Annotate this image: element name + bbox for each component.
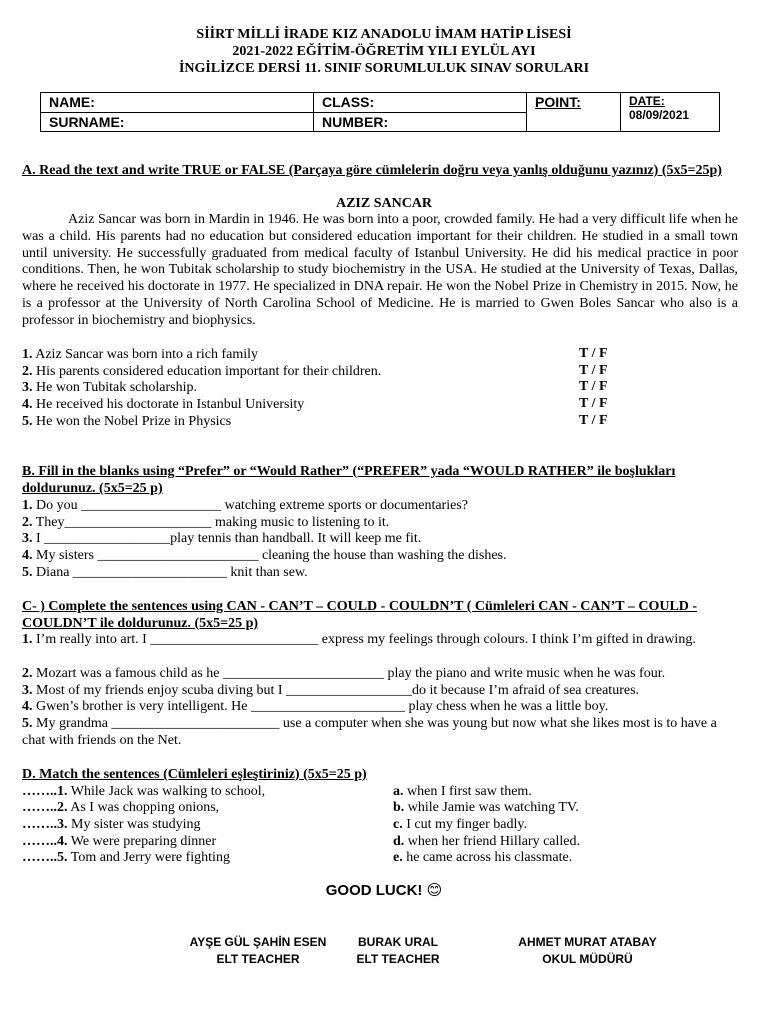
exam-title: İNGİLİZCE DERSİ 11. SINIF SORUMLULUK SINAV SORULARI xyxy=(178,61,590,76)
reading-passage: Aziz Sancar was born in Mardin in 1946. He was born into a poor, crowded family. He had a very difficult life when he was a child. His parents had no education but considered education important for their children. He studied in a small town until university. He successfully graduated from medical faculty of Istanbul University. He did his medical practice in poor conditions. Then, he won Tubitak scholarship to study biochemistry in the USA. He studied at the University of Texas, Dallas, where he received his doctorate in 1977. He specialized in DNA repair. He won the Nobel Prize in Chemistry in 2015. Now, he is a professor at the University of North Carolina School of Medicine. He is married to Gwen Boles Sancar who also is a professor in biochemistry and biophysics. xyxy=(22,212,738,328)
list-item: 1. Aziz Sancar was born into a rich family xyxy=(22,347,258,362)
good-luck-message: GOOD LUCK! 😊 xyxy=(325,882,443,899)
class-label: CLASS: xyxy=(322,94,375,110)
surname-cell[interactable] xyxy=(40,112,314,132)
true-false-option[interactable]: T / F xyxy=(579,413,608,428)
signature-block xyxy=(178,934,338,968)
name-cell[interactable] xyxy=(40,92,314,113)
list-item[interactable]: 4. My sisters _______________________ cleaning the house than washing the dishes. xyxy=(22,548,507,563)
section-a-heading: A. Read the text and write TRUE or FALSE (Parçaya göre cümlelerin doğru veya yanlış olduğunu yazınız) (5x5=25p) xyxy=(22,163,722,178)
section-d-heading: D. Match the sentences (Cümleleri eşleştiriniz) (5x5=25 p) xyxy=(22,767,367,782)
list-item: 5. He won the Nobel Prize in Physics xyxy=(22,414,232,429)
list-item[interactable]: ……..4. We were preparing dinner xyxy=(22,834,217,849)
class-cell[interactable] xyxy=(313,92,527,113)
list-item[interactable]: 2. Mozart was a famous child as he _______________________ play the piano and write music when he was four. xyxy=(22,666,666,681)
list-item[interactable]: 3. I __________________play tennis than handball. It will keep me fit. xyxy=(22,531,422,546)
date-label: DATE: xyxy=(629,94,665,108)
list-item[interactable]: 2. They_____________________ making music to listening to it. xyxy=(22,515,390,530)
signer-name: BURAK URAL xyxy=(358,935,438,949)
list-item: a. when I first saw them. xyxy=(393,784,532,799)
surname-label: SURNAME: xyxy=(49,114,125,130)
list-item: d. when her friend Hillary called. xyxy=(393,834,581,849)
list-item: b. while Jamie was watching TV. xyxy=(393,800,579,815)
signature-block xyxy=(500,934,675,968)
date-value: 08/09/2021 xyxy=(629,108,690,122)
number-cell[interactable] xyxy=(313,112,527,132)
signature-block xyxy=(338,934,458,968)
list-item[interactable]: ……..5. Tom and Jerry were fighting xyxy=(22,850,230,865)
list-item[interactable]: ……..1. While Jack was walking to school, xyxy=(22,784,266,799)
list-item[interactable]: 4. Gwen’s brother is very intelligent. He ______________________ play chess when he was a little boy. xyxy=(22,699,609,714)
list-item: 2. His parents considered education important for their children. xyxy=(22,364,382,379)
true-false-option[interactable]: T / F xyxy=(579,363,608,378)
passage-title: AZIZ SANCAR xyxy=(335,196,433,211)
name-label: NAME: xyxy=(49,94,95,110)
signer-name: AYŞE GÜL ŞAHİN ESEN xyxy=(189,935,327,949)
number-label: NUMBER: xyxy=(322,114,389,130)
list-item[interactable]: 1. I’m really into art. I ________________________ express my feelings through colours. I think I’m gifted in drawing. xyxy=(22,632,696,647)
list-item[interactable]: ……..2. As I was chopping onions, xyxy=(22,800,220,815)
list-item: 3. He won Tubitak scholarship. xyxy=(22,380,197,395)
signer-role: ELT TEACHER xyxy=(356,952,440,966)
signer-role: OKUL MÜDÜRÜ xyxy=(542,952,633,966)
section-c-heading: C- ) Complete the sentences using CAN - CAN’T – COULD - COULDN’T ( Cümleleri CAN - CAN’T – COULD - COULDN’T ile doldurunuz. (5x5=25 p) xyxy=(22,599,698,631)
list-item: e. he came across his classmate. xyxy=(393,850,573,865)
list-item[interactable]: 5. My grandma ________________________ use a computer when she was young but now what she likes most is to have a chat with friends on the Net. xyxy=(22,716,717,748)
student-info-table xyxy=(40,92,720,132)
point-label: POINT: xyxy=(535,94,581,110)
date-cell xyxy=(620,92,720,132)
school-name: SİİRT MİLLİ İRADE KIZ ANADOLU İMAM HATİP LİSESİ xyxy=(196,27,572,42)
list-item[interactable]: 1. Do you ____________________ watching extreme sports or documentaries? xyxy=(22,498,468,513)
academic-year: 2021-2022 EĞİTİM-ÖĞRETİM YILI EYLÜL AYI xyxy=(232,44,536,59)
signer-role: ELT TEACHER xyxy=(216,952,300,966)
list-item: c. I cut my finger badly. xyxy=(393,817,527,832)
list-item[interactable]: 3. Most of my friends enjoy scuba diving but I __________________do it because I’m afraid of sea creatures. xyxy=(22,683,640,698)
true-false-option[interactable]: T / F xyxy=(579,346,608,361)
section-b-heading: B. Fill in the blanks using “Prefer” or “Would Rather” (“PREFER” yada “WOULD RATHER” ile boşlukları doldurunuz. (5x5=25 p) xyxy=(22,464,676,496)
list-item: 4. He received his doctorate in Istanbul University xyxy=(22,397,305,412)
point-cell[interactable] xyxy=(526,92,621,132)
list-item[interactable]: ……..3. My sister was studying xyxy=(22,817,201,832)
true-false-option[interactable]: T / F xyxy=(579,396,608,411)
list-item[interactable]: 5. Diana ______________________ knit than sew. xyxy=(22,565,308,580)
true-false-option[interactable]: T / F xyxy=(579,379,608,394)
signer-name: AHMET MURAT ATABAY xyxy=(518,935,657,949)
